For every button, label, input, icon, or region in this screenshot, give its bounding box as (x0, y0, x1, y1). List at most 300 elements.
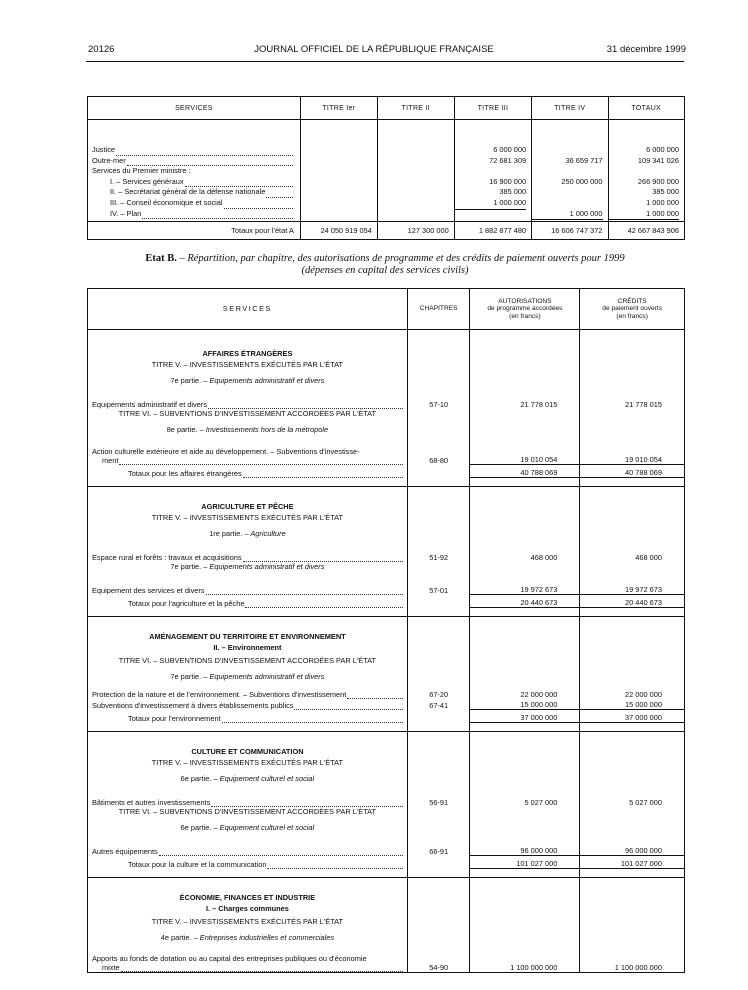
titre-heading: TITRE VI. – SUBVENTIONS D'INVESTISSEMENT ACCORDÉES PAR L'ÉTAT (118, 408, 377, 418)
table-row (88, 790, 685, 807)
cell-autorisation (470, 643, 580, 656)
partie-heading (92, 774, 403, 783)
header-autorisations-l3: (en francs) (509, 312, 541, 320)
table-row (88, 823, 685, 839)
cell-service (88, 878, 408, 904)
cell-autorisation (470, 562, 580, 578)
cell-service (88, 807, 408, 823)
partie-label: – Equipements administratif et divers (201, 671, 325, 681)
cell-service (88, 595, 408, 608)
cell-chapitre (407, 465, 470, 478)
table-b-body (88, 330, 685, 973)
cell-chapitre (407, 774, 470, 790)
item-label-line (92, 690, 403, 699)
cell-chapitre: 67-20 (407, 688, 470, 699)
cell-chapitre (407, 904, 470, 917)
cell-chapitre: 57-10 (407, 392, 470, 409)
header-titre-2: TITRE II (377, 97, 454, 120)
cell-credit: 21 778 015 (580, 392, 685, 409)
cell-service (88, 758, 408, 774)
col-titre-1 (300, 120, 377, 222)
cell-service (88, 732, 408, 758)
journal-title: JOURNAL OFFICIEL DE LA RÉPUBLIQUE FRANÇAISE (254, 44, 494, 55)
cell-service (88, 688, 408, 699)
cell-credit: 20 440 673 (580, 595, 685, 608)
item-label-line (92, 701, 403, 710)
table-row (88, 441, 685, 465)
separator-cell (470, 478, 580, 487)
table-row (88, 562, 685, 578)
cell-service (88, 839, 408, 856)
cell-service (88, 904, 408, 917)
cell-autorisation (470, 917, 580, 933)
item-label-cont: mixte (102, 963, 120, 972)
table-a-cell-t1 (301, 145, 372, 156)
table-a-cell-t1 (301, 209, 372, 220)
cell-service (88, 441, 408, 465)
table-row (88, 710, 685, 723)
col-titre-3 (454, 120, 531, 222)
cell-autorisation (470, 904, 580, 917)
cell-credit (580, 487, 685, 513)
table-row (88, 545, 685, 562)
table-a-cell-t3: 6 000 000 (493, 145, 527, 154)
cell-service (88, 330, 408, 360)
cell-chapitre (407, 562, 470, 578)
partie-heading (92, 529, 403, 538)
table-row (88, 360, 685, 376)
col-titre-2 (377, 120, 454, 222)
partie-label: – Equipements administratif et divers (201, 375, 325, 385)
table-a-cell-t3: 16 900 000 (489, 176, 527, 186)
cell-autorisation (470, 774, 580, 790)
partie-number: 8e partie. (166, 424, 198, 434)
cell-credit (580, 732, 685, 758)
cell-autorisation: 40 788 069 (470, 465, 580, 478)
section-separator (88, 869, 685, 878)
cell-service (88, 376, 408, 392)
cell-credit: 19 010 054 (580, 441, 685, 465)
cell-credit: 40 788 069 (580, 465, 685, 478)
cell-service (88, 425, 408, 441)
page-number: 20126 (88, 44, 115, 55)
cell-credit (580, 878, 685, 904)
cell-service (88, 949, 408, 973)
leader-dots (347, 691, 403, 699)
cell-chapitre (407, 823, 470, 839)
cell-credit (580, 562, 685, 578)
cell-autorisation (470, 732, 580, 758)
table-b-header-row (88, 289, 685, 330)
cell-chapitre (407, 360, 470, 376)
cell-credit (580, 330, 685, 360)
item-label: Bâtiments et autres investissements (92, 797, 211, 807)
table-a-cell-tot: 6 000 000 (646, 145, 679, 154)
titre-heading: TITRE VI. – SUBVENTIONS D'INVESTISSEMENT ACCORDÉES PAR L'ÉTAT (118, 655, 377, 665)
cell-credit (580, 513, 685, 529)
cell-service (88, 643, 408, 656)
separator-cell (407, 608, 470, 617)
cell-credit (580, 917, 685, 933)
cell-credit: 22 000 000 (580, 688, 685, 699)
total-titre-1: 24 050 919 054 (300, 222, 377, 240)
partie-number: 7e partie. (170, 671, 202, 681)
table-row (88, 688, 685, 699)
table-row (88, 578, 685, 595)
cell-credit: 96 000 000 (580, 839, 685, 856)
cell-autorisation (470, 360, 580, 376)
cell-autorisation (470, 529, 580, 545)
cell-service (88, 672, 408, 688)
cell-autorisation: 15 000 000 (470, 699, 580, 710)
header-autorisations-l2: de programme accordées (487, 305, 563, 313)
caption-prefix: Etat B. (145, 253, 177, 264)
table-a-cell-tot: 266 900 000 (637, 176, 679, 186)
header-credits-l3: (en francs) (616, 312, 648, 320)
titre-heading: TITRE V. – INVESTISSEMENTS EXÉCUTÉS PAR L'ÉTAT (151, 512, 344, 522)
cell-chapitre (407, 617, 470, 643)
cell-service (88, 513, 408, 529)
cell-autorisation (470, 376, 580, 392)
table-a-cell-t4 (532, 198, 602, 209)
cell-service (88, 710, 408, 723)
cell-autorisation (470, 878, 580, 904)
table-a-row-label (92, 177, 300, 188)
table-a-row-label-text: III. – Conseil économique et social (110, 197, 223, 207)
item-label-line (92, 847, 403, 856)
table-a-body (88, 120, 685, 222)
header-credits-l2: de paiement ouverts (602, 305, 663, 313)
cell-chapitre: 68-80 (407, 441, 470, 465)
cell-credit: 37 000 000 (580, 710, 685, 723)
item-label-line1: Apports au fonds de dotation ou au capital des entreprises publiques ou d'économie (92, 954, 367, 963)
total-titre-4: 16 606 747 372 (532, 222, 608, 240)
header-credits-l1: CRÉDITS (617, 297, 647, 305)
cell-service (88, 933, 408, 949)
caption-line2: (dépenses en capital des services civils) (301, 265, 469, 276)
table-a-row-label (92, 156, 300, 167)
separator-cell (470, 608, 580, 617)
cell-service (88, 617, 408, 643)
table-row (88, 856, 685, 869)
cell-service (88, 562, 408, 578)
cell-credit: 15 000 000 (580, 699, 685, 710)
table-row (88, 643, 685, 656)
table-a-row-label (92, 145, 300, 156)
section-subtitle: I. – Charges communes (205, 903, 289, 913)
separator-cell (88, 723, 408, 732)
item-label: Protection de la nature et de l'environnement. – Subventions d'investissement (92, 689, 347, 699)
separator-cell (580, 869, 685, 878)
cell-service (88, 578, 408, 595)
table-a-cell-t2 (378, 166, 449, 177)
leader-dots (206, 587, 403, 595)
leader-dots (267, 861, 402, 869)
cell-autorisation (470, 807, 580, 823)
cell-credit (580, 409, 685, 425)
table-a-row-label (92, 198, 300, 209)
table-a-cell-t2 (378, 198, 449, 209)
cell-credit (580, 904, 685, 917)
cell-service (88, 699, 408, 710)
table-a-cell-t2 (378, 187, 449, 198)
table-a-row-label (92, 166, 300, 177)
cell-chapitre: 66-91 (407, 839, 470, 856)
cell-autorisation: 20 440 673 (470, 595, 580, 608)
cell-autorisation (470, 425, 580, 441)
cell-service (88, 360, 408, 376)
cell-chapitre: 56-91 (407, 790, 470, 807)
cell-service (88, 465, 408, 478)
partie-heading (92, 933, 403, 942)
cell-chapitre (407, 672, 470, 688)
cell-credit (580, 656, 685, 672)
table-row (88, 774, 685, 790)
table-a-cell-t3: 72 681 309 (489, 155, 527, 165)
table-a-total-row (88, 222, 685, 240)
table-a-cell-tot: 1 000 000 (646, 197, 679, 207)
cell-chapitre (407, 643, 470, 656)
item-label-line (92, 400, 403, 409)
cell-service (88, 409, 408, 425)
table-row (88, 807, 685, 823)
table-row (88, 376, 685, 392)
col-totaux (608, 120, 684, 222)
header-titre-1: TITRE Ier (300, 97, 377, 120)
table-a-row-label-text: Services du Premier ministre : (92, 166, 191, 176)
section-separator (88, 478, 685, 487)
table-row (88, 465, 685, 478)
partie-heading (92, 823, 403, 832)
leader-dots (245, 600, 402, 608)
section-separator (88, 608, 685, 617)
table-a-row-label (92, 187, 300, 198)
cell-service (88, 487, 408, 513)
separator-cell (580, 478, 685, 487)
leader-dots (159, 848, 403, 856)
table-a-header-row (88, 97, 685, 120)
table-a-row-label-text: Justice (92, 145, 116, 154)
table-a-cell-t1 (301, 177, 372, 188)
partie-number: 6e partie. (180, 822, 212, 832)
cell-chapitre (407, 425, 470, 441)
table-a-cell-t2 (378, 156, 449, 167)
cell-service (88, 917, 408, 933)
partie-number: 1re partie. (209, 528, 243, 538)
cell-service (88, 529, 408, 545)
table-row (88, 904, 685, 917)
cell-autorisation: 96 000 000 (470, 839, 580, 856)
separator-cell (580, 608, 685, 617)
cell-autorisation (470, 933, 580, 949)
table-a-cell-t3: 385 000 (499, 187, 527, 197)
item-label-line (92, 798, 403, 807)
separator-cell (88, 608, 408, 617)
table-row (88, 672, 685, 688)
cell-credit (580, 774, 685, 790)
item-label-line2 (92, 456, 403, 465)
cell-autorisation (470, 656, 580, 672)
cell-credit (580, 360, 685, 376)
total-label: Totaux pour l'environnement (128, 713, 221, 723)
total-label-line (92, 599, 403, 608)
table-a-row-label-text: I. – Services généraux (110, 176, 184, 186)
table-row (88, 513, 685, 529)
table-row (88, 933, 685, 949)
cell-chapitre (407, 487, 470, 513)
cell-autorisation (470, 758, 580, 774)
cell-autorisation: 101 027 000 (470, 856, 580, 869)
cell-chapitre: 51-92 (407, 545, 470, 562)
table-a-cell-t3 (455, 166, 526, 177)
table-a-cell-tot (609, 166, 679, 177)
item-label: Espace rural et forêts : travaux et acquisitions (92, 552, 242, 562)
item-label: Subventions d'investissement à divers établissements publics (92, 700, 294, 710)
header-titre-4: TITRE IV (532, 97, 608, 120)
cell-autorisation (470, 487, 580, 513)
table-row (88, 487, 685, 513)
leader-dots (116, 148, 293, 156)
titre-heading: TITRE V. – INVESTISSEMENTS EXÉCUTÉS PAR L'ÉTAT (151, 916, 344, 926)
table-row (88, 839, 685, 856)
total-label: Totaux pour l'état A (88, 222, 301, 240)
total-label-line (92, 469, 403, 478)
header-chapitres: CHAPITRES (407, 289, 470, 330)
partie-number: 4e partie. (160, 932, 192, 942)
total-label: Totaux pour les affaires étrangères (128, 468, 242, 478)
leader-dots (224, 201, 293, 209)
total-label: Totaux pour l'agriculture et la pêche (128, 598, 245, 608)
cell-chapitre (407, 878, 470, 904)
separator-cell (88, 478, 408, 487)
table-a-cell-t4: 36 659 717 (565, 155, 603, 165)
separator-cell (407, 723, 470, 732)
cell-chapitre (407, 710, 470, 723)
partie-heading (92, 562, 403, 571)
cell-credit: 19 972 673 (580, 578, 685, 595)
table-etat-a (87, 96, 685, 240)
cell-autorisation: 19 972 673 (470, 578, 580, 595)
table-a-cell-t1 (301, 156, 372, 167)
partie-label: – Investissements hors de la métropole (197, 424, 329, 434)
cell-chapitre (407, 656, 470, 672)
table-row (88, 330, 685, 360)
header-services: SERVICES (88, 97, 301, 120)
partie-label: – Equipement culturel et social (211, 822, 315, 832)
partie-label: – Equipement culturel et social (211, 773, 315, 783)
item-label-line2 (92, 963, 403, 972)
table-a-cell-tot: 385 000 (652, 187, 679, 197)
cell-chapitre: 67-41 (407, 699, 470, 710)
cell-autorisation: 37 000 000 (470, 710, 580, 723)
table-row (88, 917, 685, 933)
table-a-cell-t2 (378, 145, 449, 156)
table-row (88, 409, 685, 425)
section-separator (88, 723, 685, 732)
leader-dots (222, 715, 403, 723)
table-a-cell-tot: 1 000 000 (609, 209, 679, 221)
section-title: AMÉNAGEMENT DU TERRITOIRE ET ENVIRONNEMENT (149, 631, 346, 641)
leader-dots (121, 964, 403, 972)
table-row (88, 949, 685, 973)
partie-heading (92, 376, 403, 385)
partie-label: – Agriculture (242, 528, 286, 538)
table-a-row-label-text: II. – Secrétariat général de la défense nationale (110, 187, 266, 197)
partie-number: 6e partie. (180, 773, 212, 783)
table-a-cell-t3 (455, 210, 526, 221)
cell-autorisation (470, 823, 580, 839)
header-titre-3: TITRE III (454, 97, 531, 120)
table-row (88, 392, 685, 409)
leader-dots (243, 470, 403, 478)
leader-dots (119, 457, 402, 465)
leader-dots (142, 211, 293, 219)
cell-credit (580, 823, 685, 839)
header-services: SERVICES (88, 289, 408, 330)
cell-credit (580, 529, 685, 545)
partie-number: 7e partie. (170, 375, 202, 385)
cell-autorisation: 468 000 (470, 545, 580, 562)
cell-autorisation: 1 100 000 000 (470, 949, 580, 973)
cell-chapitre (407, 917, 470, 933)
partie-number: 7e partie. (170, 561, 202, 571)
cell-service (88, 656, 408, 672)
leader-dots (211, 799, 403, 807)
cell-service (88, 545, 408, 562)
table-a-cell-tot: 109 341 026 (637, 155, 679, 165)
table-a-cell-t4 (532, 145, 602, 156)
header-credits (580, 289, 685, 330)
leader-dots (127, 158, 293, 166)
leader-dots (294, 702, 402, 710)
cell-credit: 468 000 (580, 545, 685, 562)
cell-credit (580, 376, 685, 392)
cell-chapitre (407, 595, 470, 608)
table-a-cell-t4: 250 000 000 (561, 176, 603, 186)
table-etat-b (87, 288, 685, 973)
separator-cell (470, 869, 580, 878)
cell-chapitre (407, 330, 470, 360)
cell-credit (580, 758, 685, 774)
section-title: ÉCONOMIE, FINANCES ET INDUSTRIE (179, 892, 316, 902)
cell-chapitre (407, 732, 470, 758)
table-a-cell-t1 (301, 198, 372, 209)
cell-chapitre (407, 856, 470, 869)
cell-chapitre (407, 807, 470, 823)
cell-chapitre (407, 933, 470, 949)
table-row (88, 529, 685, 545)
table-a-cell-t1 (301, 166, 372, 177)
cell-autorisation: 21 778 015 (470, 392, 580, 409)
cell-credit (580, 643, 685, 656)
cell-chapitre (407, 409, 470, 425)
table-a-cell-t4 (532, 187, 602, 198)
table-row (88, 595, 685, 608)
titre-heading: TITRE V. – INVESTISSEMENTS EXÉCUTÉS PAR L'ÉTAT (151, 359, 344, 369)
cell-autorisation: 19 010 054 (470, 441, 580, 465)
total-label-line (92, 860, 403, 869)
total-totaux: 42 667 843 906 (608, 222, 684, 240)
header-totaux: TOTAUX (608, 97, 684, 120)
item-label: Autres équipements (92, 846, 158, 856)
separator-cell (407, 869, 470, 878)
table-row (88, 758, 685, 774)
leader-dots (266, 190, 293, 198)
cell-service (88, 823, 408, 839)
item-label-line1: Action culturelle extérieure et aide au développement. – Subventions d'investisse- (92, 446, 360, 456)
cell-service (88, 856, 408, 869)
table-a-row-label-text: IV. – Plan (110, 208, 142, 218)
